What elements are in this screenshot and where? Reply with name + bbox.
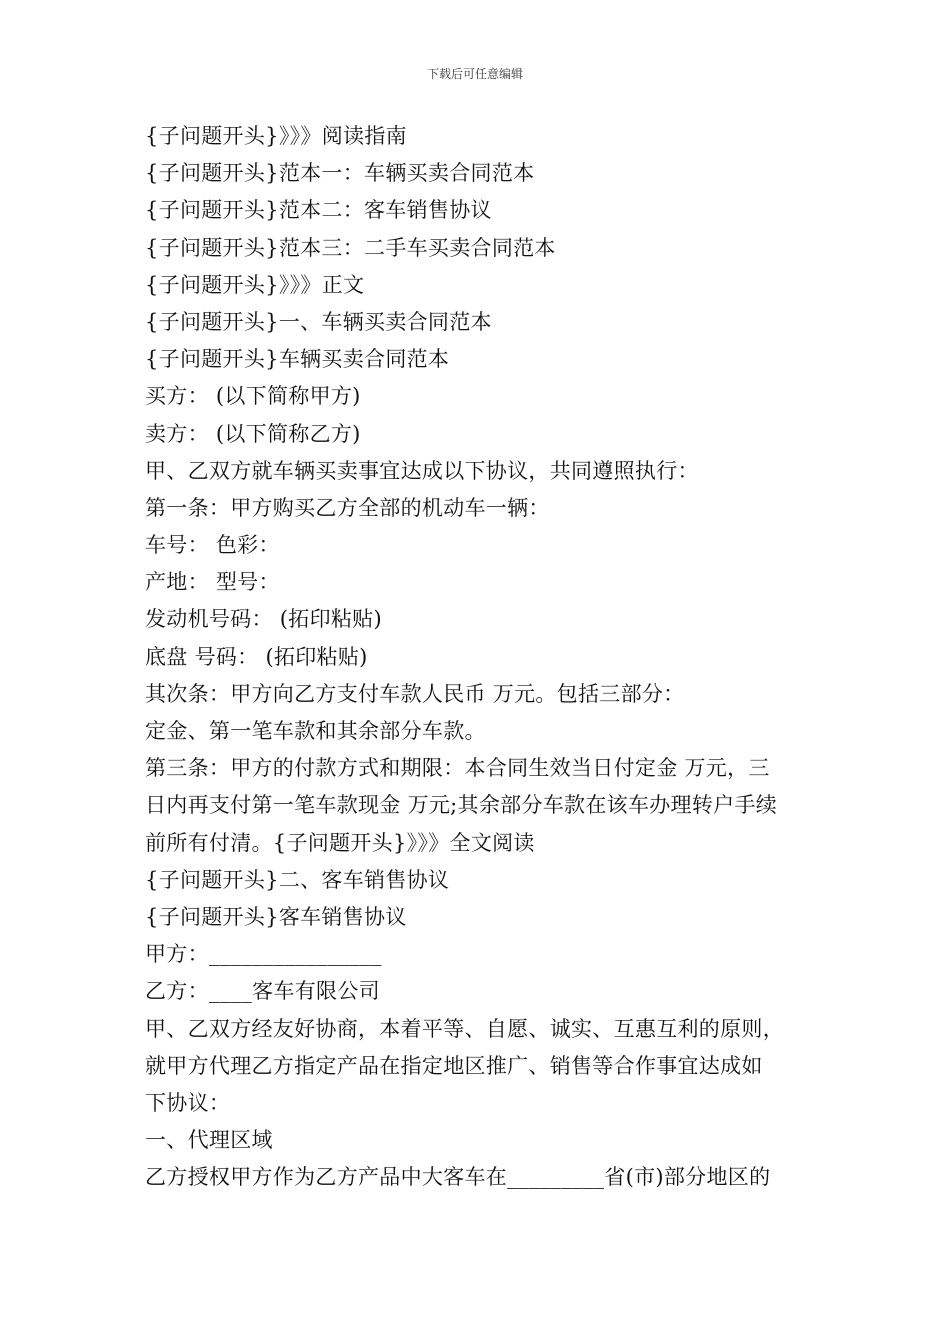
doc-line: {子问题开头}范本一：车辆买卖合同范本 xyxy=(145,161,535,186)
doc-line: 就甲方代理乙方指定产品在指定地区推广、销售等合作事宜达成如 xyxy=(145,1053,763,1078)
doc-line: 产地： 型号： xyxy=(145,570,280,595)
doc-line: {子问题开头}》》》正文 xyxy=(145,272,365,297)
page-header-note: 下载后可任意编辑 xyxy=(426,67,523,81)
doc-line: 第一条：甲方购买乙方全部的机动车一辆： xyxy=(145,495,550,520)
doc-line: 日内再支付第一笔车款现金 万元;其余部分车款在该车办理转户手续 xyxy=(145,793,778,818)
doc-line: 下协议： xyxy=(145,1090,231,1115)
doc-line: 前所有付清。{子问题开头}》》》全文阅读 xyxy=(145,830,535,855)
doc-line: 车号： 色彩： xyxy=(145,533,280,558)
doc-line: 一、代理区域 xyxy=(145,1128,273,1153)
doc-line: {子问题开头}》》》阅读指南 xyxy=(145,124,407,148)
doc-line: 甲、乙双方经友好协商，本着平等、自愿、诚实、互惠互利的原则， xyxy=(145,1016,784,1041)
doc-line: 乙方授权甲方作为乙方产品中大客车在_________省(市)部分地区的 xyxy=(145,1165,771,1190)
doc-line: {子问题开头}二、客车销售协议 xyxy=(145,867,450,892)
doc-line: 卖方： (以下简称乙方) xyxy=(145,421,361,446)
doc-line: 甲方：________________ xyxy=(145,942,382,967)
doc-line: 发动机号码： (拓印粘贴) xyxy=(145,607,382,632)
doc-line: 定金、第一笔车款和其余部分车款。 xyxy=(145,719,486,743)
document-body xyxy=(145,118,825,1196)
doc-line: 底盘 号码： (拓印粘贴) xyxy=(145,644,368,669)
doc-line: {子问题开头}一、车辆买卖合同范本 xyxy=(145,309,492,334)
doc-line: 甲、乙双方就车辆买卖事宜达成以下协议，共同遵照执行： xyxy=(145,458,699,483)
doc-line: {子问题开头}客车销售协议 xyxy=(145,904,407,929)
doc-line: 其次条：甲方向乙方支付车款人民币 万元。包括三部分： xyxy=(145,681,685,706)
doc-line: {子问题开头}范本二：客车销售协议 xyxy=(145,198,492,223)
doc-line: {子问题开头}车辆买卖合同范本 xyxy=(145,347,450,372)
doc-line: {子问题开头}范本三：二手车买卖合同范本 xyxy=(145,235,556,260)
doc-line: 乙方：____客车有限公司 xyxy=(145,979,380,1004)
doc-line: 买方： (以下简称甲方) xyxy=(145,384,361,409)
doc-line: 第三条：甲方的付款方式和期限：本合同生效当日付定金 万元，三 xyxy=(145,756,770,781)
